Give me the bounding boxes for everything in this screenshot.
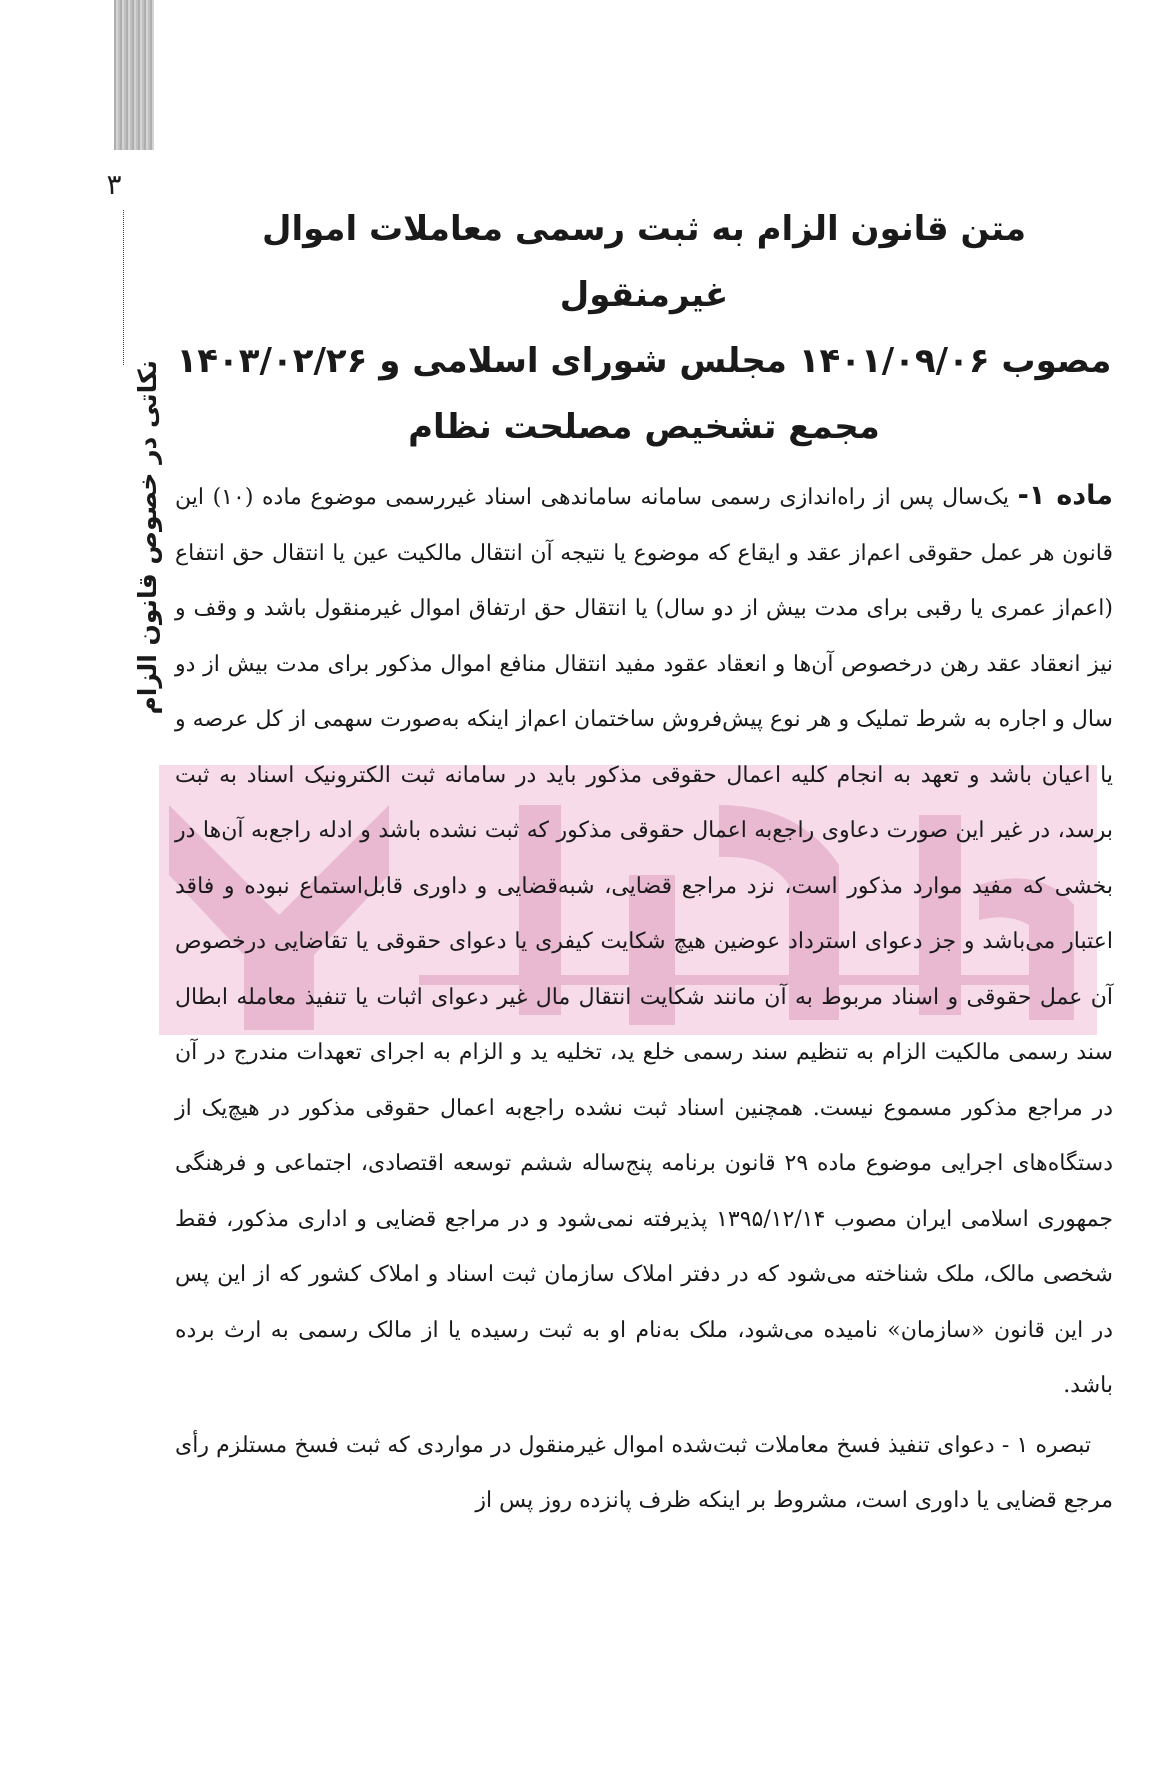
running-header: نکاتی در خصوص قانون الزام bbox=[133, 360, 162, 715]
note-1: تبصره ۱ - دعوای تنفیذ فسخ معاملات ثبت‌شده اموال غیرمنقول در مواردی که ثبت فسخ مستلزم رأی مرجع قضایی یا داوری است، مشروط بر اینکه ظرف پانزده روز پس از bbox=[175, 1432, 1113, 1513]
title-line-1: متن قانون الزام به ثبت رسمی معاملات اموال غیرمنقول bbox=[261, 209, 1027, 315]
document-content bbox=[175, 196, 1113, 1529]
margin-divider bbox=[123, 210, 124, 365]
title-line-2: مصوب ۱۴۰۱/۰۹/۰۶ مجلس شورای اسلامی و ۱۴۰۳/۰۲/۲۶ bbox=[176, 341, 1112, 381]
article-1-text: یک‌سال پس از راه‌اندازی رسمی سامانه ساماندهی اسناد غیررسمی موضوع ماده (۱۰) این قانون هر عمل حقوقی اعم‌از عقد و ایقاع که موضوع یا نتیجه آن انتقال مالکیت عین یا انتقال حق انتفاع (اعم‌از عمری یا رقبی برای مدت بیش از دو سال) یا انتقال حق ارتفاق اموال غیرمنقول باشد و وقف و نیز انعقاد عقد رهن درخصوص آن‌ها و انعقاد عقود مفید انتقال منافع اموال مذکور برای مدت بیش از دو سال و اجاره به شرط تملیک و هر نوع پیش‌فروش ساختمان اعم‌از اینکه به‌صورت سهمی از کل عرصه و یا اعیان باشد و تعهد به انجام کلیه اعمال حقوقی مذکور باید در سامانه ثبت الکترونیک اسناد به ثبت برسد، در غیر این صورت دعاوی راجع‌به اعمال حقوقی مذکور که ثبت نشده باشد و ادله راجع‌به آن‌ها در بخشی که مفید موارد مذکور است، نزد مراجع قضایی، شبه‌قضایی و داوری قابل‌استماع نبوده و فاقد اعتبار می‌باشد و جز دعوای استرداد عوضین هیچ شکایت کیفری یا دعوای حقوقی یا تقاضایی درخصوص آن عمل حقوقی و اسناد مربوط به آن مانند شکایت انتقال مال غیر دعوای اثبات یا تنفیذ معامله ابطال سند رسمی مالکیت الزام به تنظیم سند رسمی خلع ید، تخلیه ید و الزام به اجرای تعهدات مندرج در آن در مراجع مذکور مسموع نیست. همچنین اسناد ثبت نشده راجع‌به اعمال حقوقی مذکور در هیچ‌یک از دستگاه‌های اجرایی موضوع ماده ۲۹ قانون برنامه پنج‌ساله ششم توسعه اقتصادی، اجتماعی و فرهنگی جمهوری اسلامی ایران مصوب ۱۳۹۵/۱۲/۱۴ پذیرفته نمی‌شود و در مراجع قضایی و اداری مذکور، فقط شخصی مالک، ملک شناخته می‌شود که در دفتر املاک سازمان ثبت اسناد و املاک کشور که از این پس در این قانون «سازمان» نامیده می‌شود، ملک به‌نام او به ثبت رسیده یا از مالک رسمی به ارث برده باشد. bbox=[175, 485, 1114, 1398]
article-1 bbox=[175, 468, 1113, 1414]
scan-edge-strip bbox=[114, 0, 154, 150]
article-1-label: ماده ۱- bbox=[1017, 480, 1113, 511]
document-title bbox=[175, 196, 1113, 460]
title-line-3: مجمع تشخیص مصلحت نظام bbox=[408, 407, 880, 447]
page-number: ۳ bbox=[106, 168, 122, 201]
